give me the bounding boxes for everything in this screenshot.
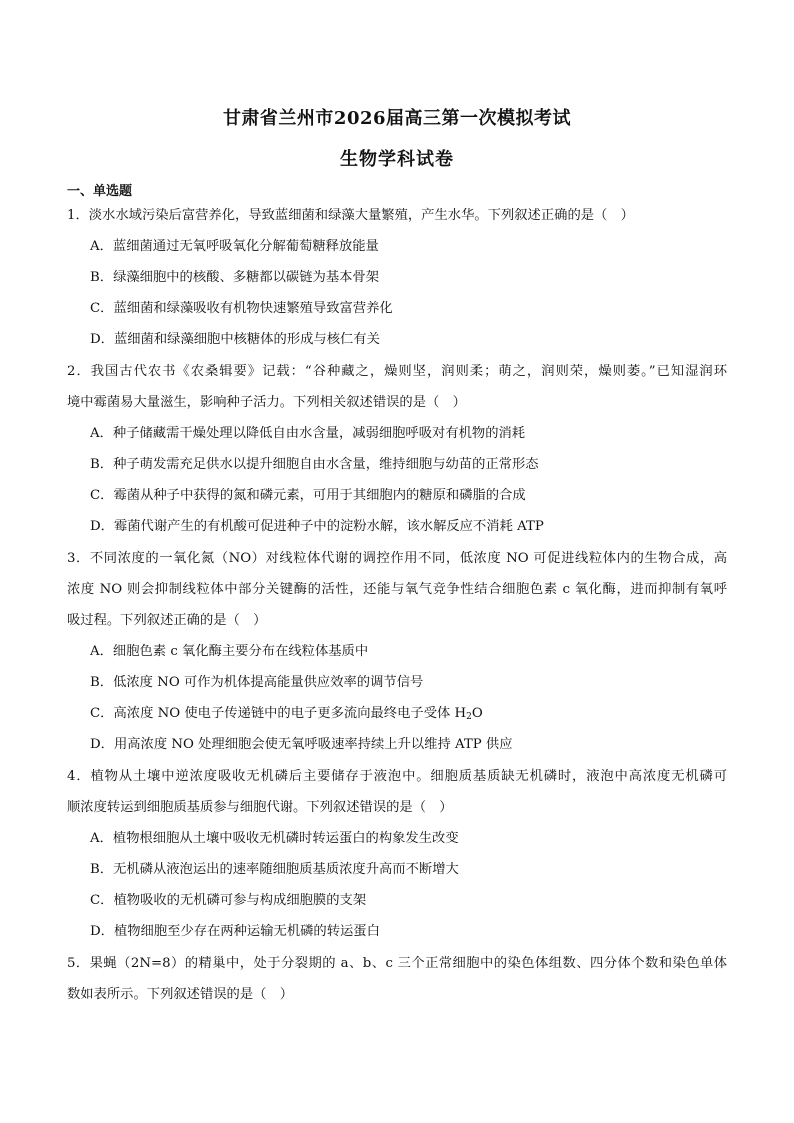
question-4-option-b: B．无机磷从液泡运出的速率随细胞质基质浓度升高而不断增大 xyxy=(90,862,459,877)
question-3-option-c-text: C．高浓度 NO 使电子传递链中的电子更多流向最终电子受体 H xyxy=(90,706,467,721)
question-3-option-c xyxy=(90,705,726,723)
question-1-option-d: D．蓝细菌和绿藻细胞中核糖体的形成与核仁有关 xyxy=(90,332,380,347)
question-4-option-c: C．植物吸收的无机磷可参与构成细胞膜的支架 xyxy=(90,893,367,908)
section-heading: 一、单选题 xyxy=(67,184,133,199)
question-1-option-a: A．蓝细菌通过无氧呼吸氧化分解葡萄糖释放能量 xyxy=(90,239,379,254)
question-5-stem-line-1: 5．果蝇（2N=8）的精巢中，处于分裂期的 a、b、c 三个正常细胞中的染色体组数、四分体个数和染色单体 xyxy=(67,956,727,971)
question-1-stem: 1．淡水水域污染后富营养化，导致蓝细菌和绿藻大量繁殖，产生水华。下列叙述正确的是（ ） xyxy=(67,208,634,223)
question-3-stem-line-1: 3．不同浓度的一氧化氮（NO）对线粒体代谢的调控作用不同，低浓度 NO 可促进线粒体内的生物合成，高 xyxy=(67,551,727,566)
question-3-option-b: B．低浓度 NO 可作为机体提高能量供应效率的调节信号 xyxy=(90,675,424,690)
question-3-stem-line-3: 吸过程。下列叙述正确的是（ ） xyxy=(67,613,267,628)
question-3-stem-line-2: 浓度 NO 则会抑制线粒体中部分关键酶的活性，还能与氧气竞争性结合细胞色素 c 氧化酶，进而抑制有氧呼 xyxy=(67,582,727,597)
question-4-stem-line-1: 4．植物从土壤中逆浓度吸收无机磷后主要储存于液泡中。细胞质基质缺无机磷时，液泡中高浓度无机磷可 xyxy=(67,769,727,784)
question-3-option-d: D．用高浓度 NO 处理细胞会使无氧呼吸速率持续上升以维持 ATP 供应 xyxy=(90,737,513,752)
question-2-stem-line-2: 境中霉菌易大量滋生，影响种子活力。下列相关叙述错误的是（ ） xyxy=(67,395,466,410)
question-2-option-b: B．种子萌发需充足供水以提升细胞自由水含量，维持细胞与幼苗的正常形态 xyxy=(90,457,539,472)
question-4-option-d: D．植物细胞至少存在两种运输无机磷的转运蛋白 xyxy=(90,924,380,939)
exam-subtitle: 生物学科试卷 xyxy=(340,149,454,170)
subscript-2: 2 xyxy=(466,712,472,722)
question-4-option-a: A．植物根细胞从土壤中吸收无机磷时转运蛋白的构象发生改变 xyxy=(90,831,459,846)
question-2-option-a: A．种子储藏需干燥处理以降低自由水含量，减弱细胞呼吸对有机物的消耗 xyxy=(90,426,526,441)
question-1-option-b: B．绿藻细胞中的核酸、多糖都以碳链为基本骨架 xyxy=(90,270,380,285)
question-4-stem-line-2: 顺浓度转运到细胞质基质参与细胞代谢。下列叙述错误的是（ ） xyxy=(67,800,453,815)
question-2-option-d: D．霉菌代谢产生的有机酸可促进种子中的淀粉水解，该水解反应不消耗 ATP xyxy=(90,519,544,534)
question-1-option-c: C．蓝细菌和绿藻吸收有机物快速繁殖导致富营养化 xyxy=(90,301,393,316)
question-2-stem-line-1: 2．我国古代农书《农桑辑要》记载：“谷种藏之，燥则坚，润则柔；萌之，润则荣，燥则萎。”已知湿润环 xyxy=(67,364,727,379)
question-5-stem-line-2: 数如表所示。下列叙述错误的是（ ） xyxy=(67,987,294,1002)
question-3-option-a: A．细胞色素 c 氧化酶主要分布在线粒体基质中 xyxy=(90,644,369,659)
exam-title: 甘肃省兰州市2026届高三第一次模拟考试 xyxy=(222,108,572,129)
question-2-option-c: C．霉菌从种子中获得的氮和磷元素，可用于其细胞内的糖原和磷脂的合成 xyxy=(90,488,526,503)
question-3-option-c-tail: O xyxy=(471,706,483,721)
